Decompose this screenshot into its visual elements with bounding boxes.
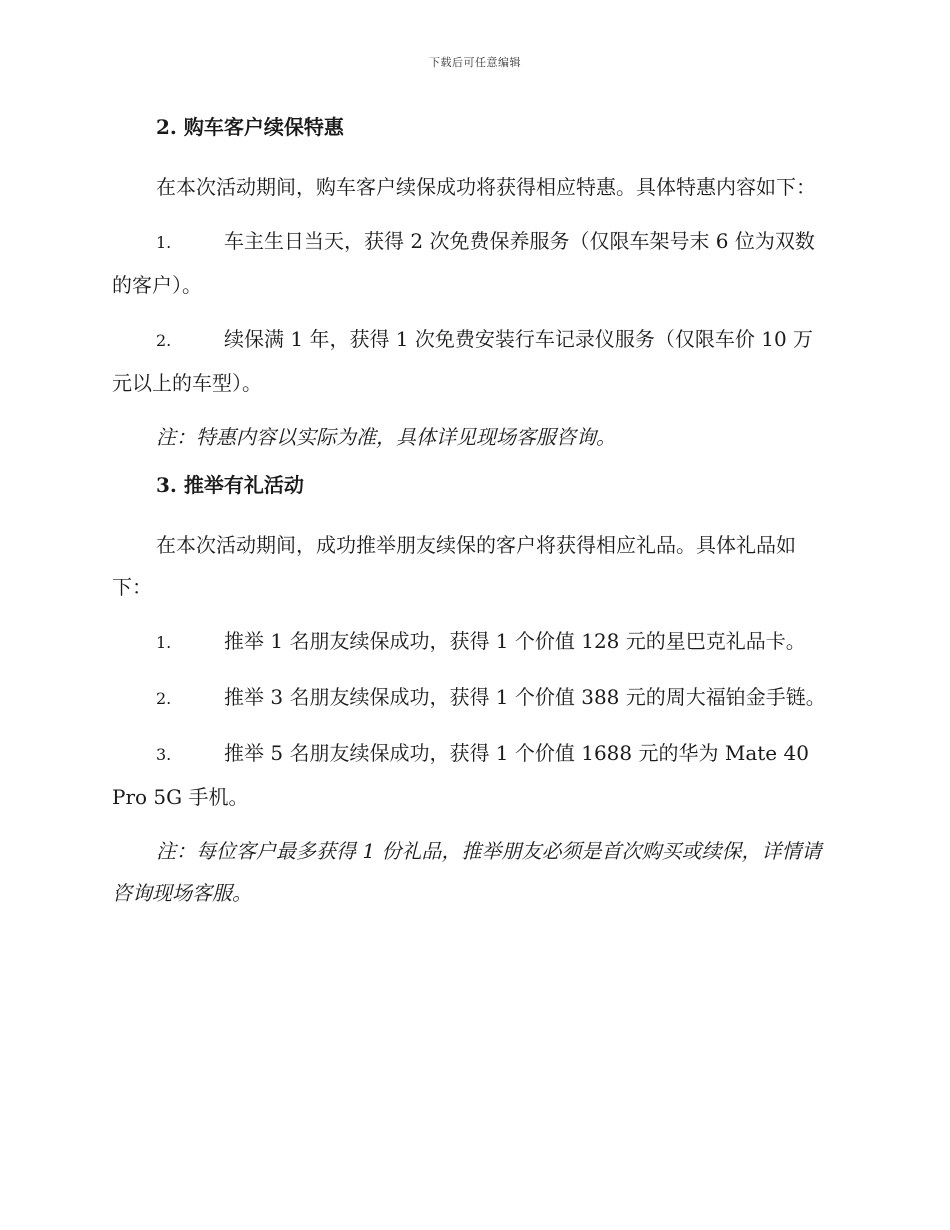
item-number: 2. — [156, 689, 172, 708]
document-body — [112, 112, 832, 914]
section-3-intro: 在本次活动期间，成功推举朋友续保的客户将获得相应礼品。具体礼品如下： — [112, 533, 796, 599]
item-number: 2. — [156, 331, 172, 350]
item-text: 推举 5 名朋友续保成功，获得 1 个价值 1688 元的华为 Mate 40 Pro 5G 手机。 — [112, 741, 809, 809]
section-2-note: 注：特惠内容以实际为准，具体详见现场客服咨询。 — [156, 425, 616, 449]
section-3-item-2 — [112, 676, 832, 720]
section-3-title: 3. 推举有礼活动 — [156, 473, 304, 497]
section-3-item-1 — [112, 620, 832, 664]
item-text: 车主生日当天，获得 2 次免费保养服务（仅限车架号末 6 位为双数的客户）。 — [112, 229, 815, 297]
page-header: 下载后可任意编辑 — [429, 56, 521, 69]
item-text: 推举 3 名朋友续保成功，获得 1 个价值 388 元的周大福铂金手链。 — [224, 685, 826, 709]
section-3-note: 注：每位客户最多获得 1 份礼品，推举朋友必须是首次购买或续保，详情请咨询现场客服。 — [112, 839, 822, 905]
section-2-item-1 — [112, 220, 832, 306]
item-text: 推举 1 名朋友续保成功，获得 1 个价值 128 元的星巴克礼品卡。 — [224, 629, 806, 653]
item-number: 1. — [156, 233, 172, 252]
item-number: 3. — [156, 745, 172, 764]
item-text: 续保满 1 年，获得 1 次免费安装行车记录仪服务（仅限车价 10 万元以上的车型）。 — [112, 327, 814, 395]
section-2-title: 2. 购车客户续保特惠 — [156, 115, 344, 139]
item-number: 1. — [156, 633, 172, 652]
section-2-item-2 — [112, 318, 832, 404]
section-3-item-3 — [112, 732, 832, 818]
section-2-intro: 在本次活动期间，购车客户续保成功将获得相应特惠。具体特惠内容如下： — [156, 175, 816, 199]
